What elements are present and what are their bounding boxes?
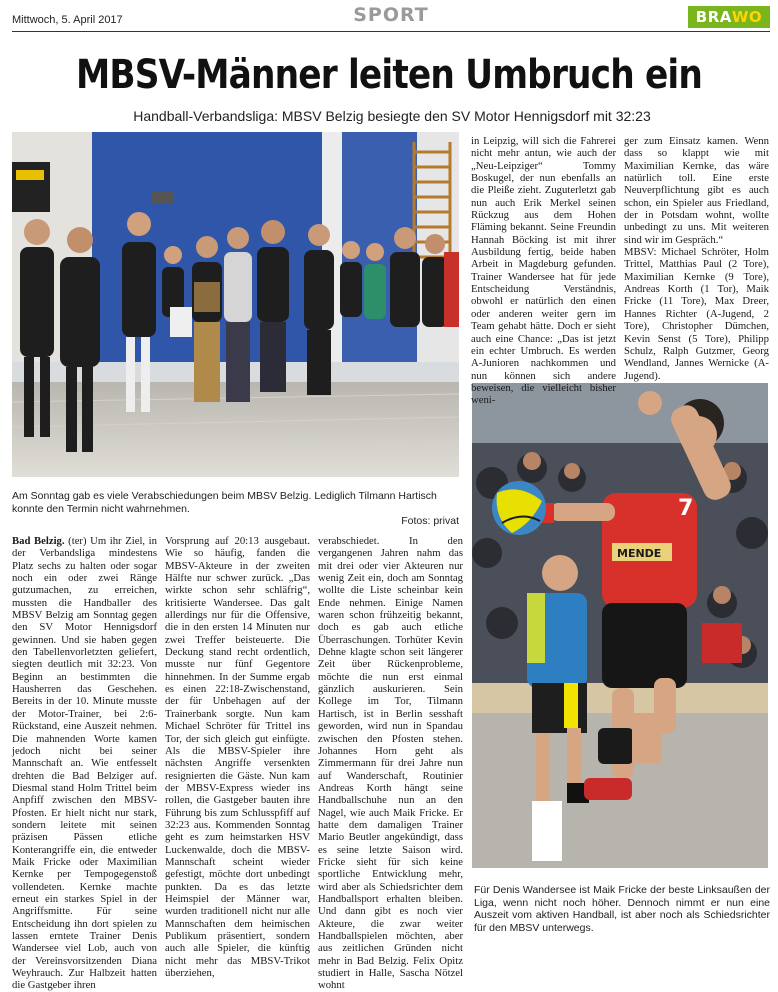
team-photo-illustration	[12, 132, 459, 477]
section-title: SPORT	[353, 4, 429, 26]
player-action-photo	[472, 383, 768, 868]
column-1-text: (ter) Um ihr Ziel, in der Verbandsliga mindestens Platz sechs zu halten oder sogar noch ein oder zwei Ränge gutzumachen, zu erreichen, mussten die Handballer des MBSV Belzig am Sonntag gegen den SV Motor Hennigsdorf gewinnen. Und sie haben gegen den Tabellenvorletzten geliefert, siegten deutlich mit 32:23. Von Beginn an bestimmten die Hausherren das Geschehen. Bereits in der 10. Minute musste der Motor-Trainer, bei 2:6-Rückstand, eine Auszeit nehmen. Die mahnenden Worte kamen jedoch nicht bei seiner Mannschaft an. Wie entfesselt drehten die Bad Belziger auf. Diesmal stand Holm Trittel beim Anpfiff zwischen den MBSV-Pfosten. Er hielt nicht nur stark, sondern leitete mit seinen präzisen Pässen etliche Konterangriffe ein, die entweder Maik Fricke oder Maximilian Kernke per Tempogegenstoß vollendeten. Kernke machte erneut ein starkes Spiel in der Angriffsmitte. Für seine Entscheidung ihn dort spielen zu lassen erntete Trainer Denis Wandersee viel Lob, auch von der Vereinsvorsitzenden Diana Weyhrauch. Zur Halbzeit hatten die Gastgeber ihren	[12, 535, 157, 992]
photo1-caption	[12, 490, 459, 528]
team-farewell-photo	[12, 132, 459, 477]
column-4-text: in Leipzig, will sich die Fahrerei nicht mehr antun, wie auch der „Neu-Leipziger“ Tommy Boskugel, der nun ebenfalls an die Pleiße zieht. Zuguterletzt gab nun auch Erik Merkel seinen Rückzug aus dem Hohen Fläming bekannt. Seine Freundin Hannah Böcking ist mit ihrer Ausbildung fertig, beide haben Arbeit in Magdeburg gefunden. Trainer Wandersee hat für jede Entscheidung Verständnis, obwohl er natürlich den einen oder anderen weiter gern im Team gehabt hätte. Doch er sieht auch eine Chance: „Das ist jetzt ein echter Umbruch. Es werden A-Junioren nachkommen und nun können sich andere beweisen, die vielleicht bisher weni-	[471, 135, 616, 407]
article-column-3	[318, 535, 463, 992]
page-header	[12, 4, 770, 32]
logo-text-2: WO	[731, 8, 763, 26]
action-photo-illustration	[472, 383, 768, 868]
jersey-sponsor: MENDE	[617, 547, 662, 560]
column-2-text: Vorsprung auf 20:13 ausgebaut. Wie so häufig, fanden die MBSV-Akteure in der zweiten Hälfte nur schwer zurück. „Das wirkte schon sehr schläfrig“, kritisierte Wandersee. Das galt allerdings nur für die Offensive, die in den ersten 14 Minuten nur zwei Treffer beisteuerte. Die Deckung stand recht ordentlich, musste nur fünf Gegentore hinnehmen. In der Summe ergab es einen 22:18-Zwischenstand, der für Unbehagen auf der Trainerbank sorgte. Nun kam Michael Schröter für Trittel ins Tor, der sich gleich gut einfügte. Als die MBSV-Spieler ihre nächsten Angriffe versenkten resignierten die Gäste. Nun kam der MBSV-Express wieder ins rollen, die Gastgeber bauten ihre Führung bis zum Schlusspfiff auf 32:23 aus. Kommenden Sonntag geht es zum heimstarken HSV Luckenwalde, doch die MBSV-Mannschaft scheint wieder gefestigt, möchte dort unbedingt punkten. Da es das letzte Heimspiel der Männer war, wurden traditionell nicht nur alle Mannschaften dem heimischen Publikum präsentiert, sondern auch alle Spieler, die künftig nicht mehr das MBSV-Trikot überziehen,	[165, 535, 310, 980]
article-column-5	[624, 135, 769, 382]
column-5-text: ger zum Einsatz kamen. Wenn dass so klappt wie mit Maximilian Kernke, das wäre natürlich toll. Eine erste Neuverpflichtung gibt es auch schon, ein Spieler aus Friedland, der in Potsdam wohnt, wollte unbedingt zu uns. Mit weiteren sind wir im Gespräch.“	[624, 135, 769, 246]
issue-date: Mittwoch, 5. April 2017	[12, 14, 123, 26]
logo-text-1: BRA	[695, 8, 732, 26]
article-column-4	[471, 135, 616, 407]
jersey-number: 7	[678, 496, 694, 521]
article-column-1	[12, 535, 157, 992]
photo1-caption-text: Am Sonntag gab es viele Verabschiedungen beim MBSV Belzig. Lediglich Tilmann Hartisch konnte den Termin nicht wahrnehmen.	[12, 490, 437, 515]
photo2-caption: Für Denis Wandersee ist Maik Fricke der beste Linksaußen der Liga, wenn nicht noch höher. Dennoch nimmt er nun eine Auszeit vom aktiven Handball, ist aber noch als Schiedsrichter für den MBSV unterwegs.	[474, 884, 770, 934]
article-subheadline: Handball-Verbandsliga: MBSV Belzig besiegte den SV Motor Hennigsdorf mit 32:23	[133, 108, 651, 124]
article-column-2	[165, 535, 310, 980]
photo-credit: Fotos: privat	[401, 515, 459, 527]
dateline: Bad Belzig.	[12, 535, 65, 547]
team-lineup: MBSV: Michael Schröter, Holm Trittel, Matthias Paul (2 Tore), Maximilian Kernke (9 Tore), Andreas Korth (1 Tor), Maik Fricke (11 Tore), Max Dreer, Hannes Richter (A-Jugend, 2 Tore), Christopher Dümchen, Kevin Senst (5 Tore), Philipp Schulz, Ralph Gutzmer, Georg Wendland, Jannes Wernicke (A-Jugend).	[624, 246, 769, 382]
newspaper-logo	[688, 6, 770, 28]
article-headline: MBSV-Männer leiten Umbruch ein	[75, 52, 702, 98]
column-3-text: verabschiedet. In den vergangenen Jahren nahm das mit drei oder vier Akteuren nur wenig Zeit ein, doch am Sonntag wollte die Liste scheinbar kein Ende nehmen. Einige Namen waren schon frühzeitig bekannt, doch es gab auch etliche Überraschungen. Torhüter Kevin Dehne klagte schon seit längerer Zeit über Rückenprobleme, möchte die nun erst einmal gänzlich auskurieren. Sein Kollege im Tor, Tilmann Hartisch, ist in Berlin sesshaft geworden, wird nun in Spandau zwischen den Pfosten stehen. Johannes Horn geht als Zimmermann für drei Jahre nun auf Wanderschaft, Routinier Andreas Korth hängt seine Handballschuhe nun an den Nagel, wie auch Maik Fricke. Er hatte dem damaligen Trainer Mario Beutler angekündigt, dass es seine letzte Saison wird. Fricke sieht für sich keine sportliche Entwicklung mehr, wird aber als Schiedsrichter dem Handballsport erhalten bleiben. Und dann gibt es noch vier Akteure, die zwar weiter Handballspielen möchten, aber aus zeitlichen Gründen nicht mehr in Bad Belzig. Felix Opitz studiert in Halle, Sascha Nötzel wohnt	[318, 535, 463, 992]
